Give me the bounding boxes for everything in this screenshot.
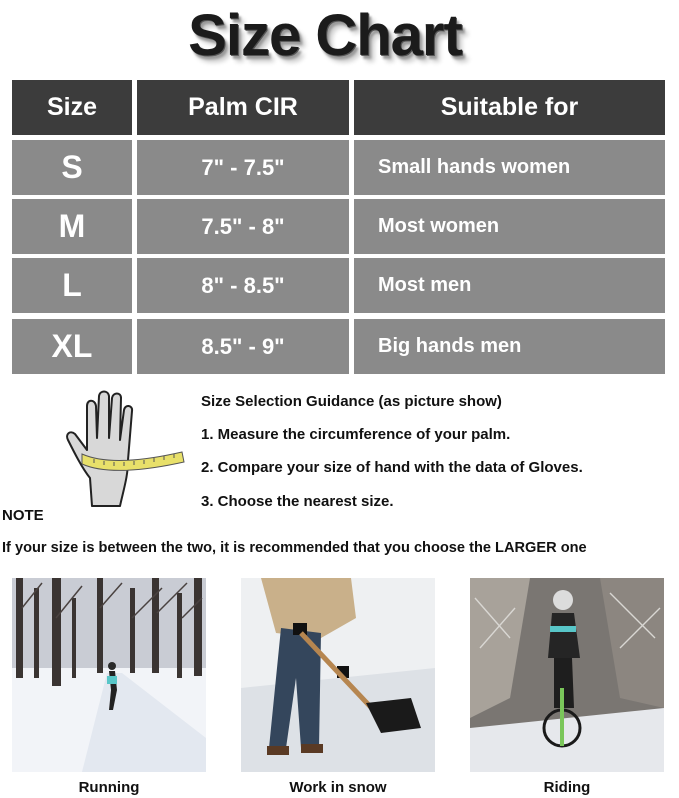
hand-measure-icon <box>60 388 190 520</box>
page-title: Size Chart <box>188 3 462 68</box>
photo-caption: Running <box>78 779 140 796</box>
guidance-step: 3. Choose the nearest size. <box>201 493 394 510</box>
photo-caption: Riding <box>543 779 591 796</box>
table-row <box>12 140 665 195</box>
table-row <box>12 258 665 313</box>
suitable-cell: Small hands women <box>354 140 665 195</box>
guidance-step: 1. Measure the circumference of your palm. <box>201 426 511 443</box>
running-photo <box>12 578 206 772</box>
shoveling-snow-photo <box>241 578 435 772</box>
suitable-cell: Most men <box>354 258 665 313</box>
header-palm-cir: Palm CIR <box>137 80 349 135</box>
table-header-row <box>12 80 665 135</box>
suitable-cell: Big hands men <box>354 319 665 374</box>
table-row <box>12 319 665 374</box>
note-text: If your size is between the two, it is recommended that you choose the LARGER one <box>2 540 587 556</box>
size-cell: M <box>12 199 132 254</box>
size-cell: L <box>12 258 132 313</box>
guidance-heading: Size Selection Guidance (as picture show) <box>201 393 502 410</box>
palm-cell: 7.5" - 8" <box>137 199 349 254</box>
table-row <box>12 199 665 254</box>
suitable-cell: Most women <box>354 199 665 254</box>
guidance-step: 2. Compare your size of hand with the data of Gloves. <box>201 459 583 476</box>
palm-cell: 7" - 7.5" <box>137 140 349 195</box>
photo-caption: Work in snow <box>289 779 387 796</box>
header-suitable-for: Suitable for <box>354 80 665 135</box>
cycling-photo <box>470 578 664 772</box>
size-cell: XL <box>12 319 132 374</box>
palm-cell: 8" - 8.5" <box>137 258 349 313</box>
palm-cell: 8.5" - 9" <box>137 319 349 374</box>
size-cell: S <box>12 140 132 195</box>
header-size: Size <box>12 80 132 135</box>
note-label: NOTE <box>2 507 44 524</box>
